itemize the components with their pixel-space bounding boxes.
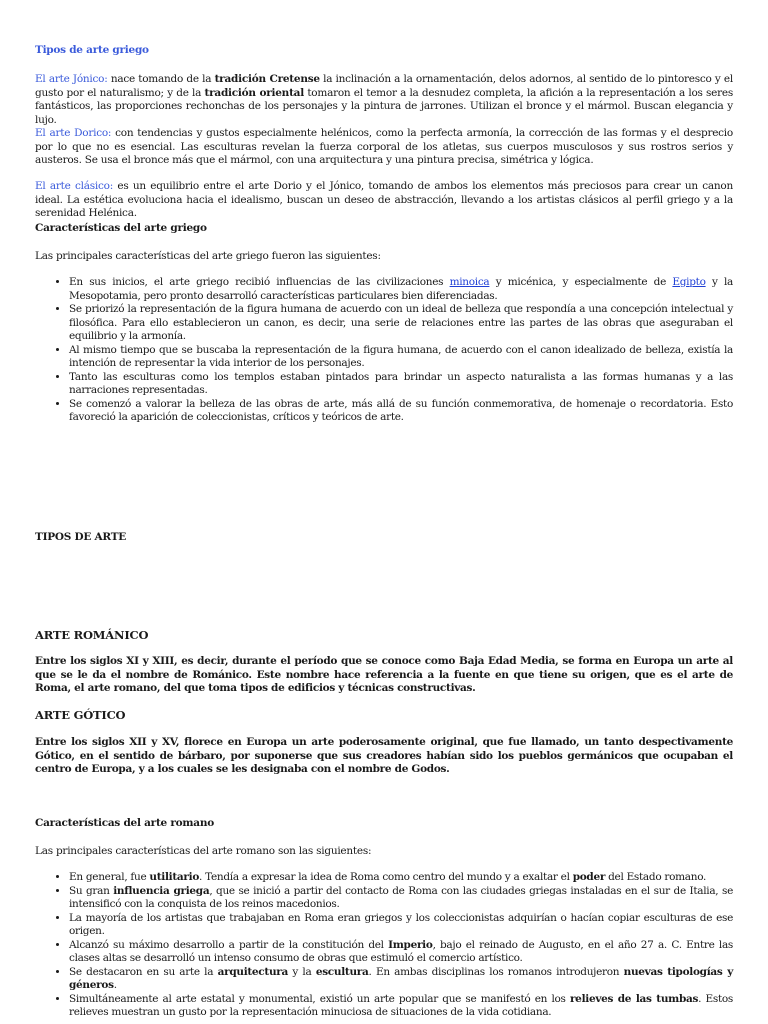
emphasis-escultura: escultura xyxy=(315,965,369,978)
intro-caracteristicas-romano: Las principales características del arte romano son las siguientes: xyxy=(35,845,372,857)
emphasis-poder: poder xyxy=(572,871,606,883)
emphasis-tradicion-oriental: tradición oriental xyxy=(204,86,304,99)
text: Se destacaron en su arte la xyxy=(69,965,218,978)
text: En sus inicios, el arte griego recibió influencias de las civilizaciones xyxy=(69,276,450,288)
list-item xyxy=(69,871,733,885)
text: del Estado romano. xyxy=(605,871,707,883)
term-arte-clasico: El arte clásico: xyxy=(35,180,113,192)
text: y la Mesopotamia, pero pronto desarrolló características particulares bien diferenciadas. xyxy=(69,276,733,302)
text: Alcanzó su máximo desarrollo a partir de la constitución del xyxy=(69,938,389,951)
text: . Estos relieves muestran un gusto por la representación minuciosa de situaciones de la vida cotidiana. xyxy=(69,992,733,1018)
text: nace tomando de la xyxy=(107,73,215,85)
list-item xyxy=(69,966,733,993)
list-item: • Se priorizó la representación de la figura humana de acuerdo con un ideal de belleza que respondía a una concepción intelectual y filosófica. Para ello establecieron un canon, es decir, una serie de relaciones entre las partes de las obras que aseguraban el equilibrio y la armonía. xyxy=(69,303,733,344)
list-caracteristicas-romano xyxy=(35,871,733,1020)
text: Su gran xyxy=(69,884,114,897)
text: la inclinación a la ornamentación, delos adornos, al sentido de lo pintoresco y el gusto por el naturalismo; y de la xyxy=(35,73,733,99)
text: es un equilibrio entre el arte Dorio y el Jónico, tomando de ambos los elementos más preciosos para crear un canon ideal. La estética evoluciona hacia el idealismo, buscan un deseo de abstracción, llevando a los artistas clásicos al perfil griego y a la serenidad Helénica. xyxy=(35,180,733,219)
emphasis-imperio: Imperio xyxy=(388,938,433,951)
term-arte-dorico: El arte Dorico: xyxy=(35,127,112,139)
heading-arte-gotico: ARTE GÓTICO xyxy=(35,708,126,722)
paragraph-arte-romanico: Entre los siglos XI y XIII, es decir, durante el período que se conoce como Baja Edad Media, se forma en Europa un arte al que se le da el nombre de Románico. Este nombre hace referencia a la fuente en que tiene su origen, que es el arte de Roma, el arte romano, del que toma tipos de edificios y técnicas constructivas. xyxy=(35,655,733,694)
emphasis-nuevas-tipologias: nuevas tipologías y géneros xyxy=(69,965,733,991)
list-item: • Se comenzó a valorar la belleza de las obras de arte, más allá de su función conmemorativa, de homenaje o recordatoria. Esto favoreció la aparición de coleccionistas, críticos y teóricos de arte. xyxy=(69,398,733,425)
heading-arte-romanico: ARTE ROMÁNICO xyxy=(35,628,149,642)
text: En general, fue xyxy=(69,871,150,883)
text: Simultáneamente al arte estatal y monumental, existió un arte popular que se manifestó en los xyxy=(69,992,570,1005)
section-title-tipos-arte-griego: Tipos de arte griego xyxy=(35,44,149,56)
text: con tendencias y gustos especialmente helénicos, como la perfecta armonía, la corrección de las formas y el desprecio por lo que no es esencial. Las esculturas revelan la fuerza corporal de los atletas, sus cuerpos musculosos y sus rostros serios y austeros. Se usa el bronce más que el mármol, con una arquitectura y una pintura precisa, simétrica y lógica. xyxy=(35,127,733,166)
intro-caracteristicas-griego: Las principales características del arte griego fueron las siguientes: xyxy=(35,250,381,262)
list-item: • Al mismo tiempo que se buscaba la representación de la figura humana, de acuerdo con el canon idealizado de belleza, existía la intención de representar la vida interior de los personajes. xyxy=(69,344,733,371)
link-minoica[interactable]: minoica xyxy=(449,276,490,288)
emphasis-influencia-griega: influencia griega xyxy=(113,884,210,897)
list-item: • La mayoría de los artistas que trabajaban en Roma eran griegos y los coleccionistas adquirían o hacían copiar esculturas de ese origen. xyxy=(69,912,733,939)
emphasis-arquitectura: arquitectura xyxy=(217,965,289,978)
list-caracteristicas-griego xyxy=(35,276,733,425)
term-arte-jonico: El arte Jónico: xyxy=(35,73,108,85)
text: . xyxy=(113,979,117,991)
paragraph-arte-dorico xyxy=(35,127,733,168)
text: tomaron el temor a la desnudez completa, la afición a la representación a los seres fantásticos, las proporciones rechonchas de los personajes y la pintura de jarrones. Utilizan el bronce y el mármol. Buscan elegancia y lujo. xyxy=(35,86,733,126)
text: . En ambas disciplinas los romanos introdujeron xyxy=(368,965,624,978)
list-item xyxy=(69,885,733,912)
emphasis-utilitario: utilitario xyxy=(149,871,200,883)
list-item xyxy=(69,276,733,303)
heading-caracteristicas-arte-romano: Características del arte romano xyxy=(35,817,214,829)
emphasis-tradicion-cretense: tradición Cretense xyxy=(214,73,320,85)
paragraph-arte-gotico: Entre los siglos XII y XV, florece en Europa un arte poderosamente original, que fue llamado, un tanto despectivamente Gótico, en el sentido de bárbaro, por suponerse que sus creadores habían sido los pueblos germánicos que ocupaban el centro de Europa, y a los cuales se les designaba con el nombre de Godos. xyxy=(35,736,733,775)
heading-caracteristicas-arte-griego: Características del arte griego xyxy=(35,222,207,234)
text: , que se inició a partir del contacto de Roma con las ciudades griegas instaladas en el sur de Italia, se intensificó con la conquista de los reinos macedonios. xyxy=(69,884,733,910)
text: y micénica, y especialmente de xyxy=(489,276,673,288)
text: . Tendía a expresar la idea de Roma como centro del mundo y a exaltar el xyxy=(199,871,573,883)
paragraph-arte-jonico xyxy=(35,73,733,127)
text: , bajo el reinado de Augusto, en el año 27 a. C. Entre las clases altas se desarrolló un intenso consumo de obras que estimuló el comercio artístico. xyxy=(69,938,733,964)
paragraph-arte-clasico xyxy=(35,180,733,221)
emphasis-relieves-tumbas: relieves de las tumbas xyxy=(569,992,699,1005)
text: y la xyxy=(288,965,316,978)
list-item xyxy=(69,939,733,966)
list-item xyxy=(69,993,733,1020)
list-item: • Tanto las esculturas como los templos estaban pintados para brindar un aspecto naturalista a las formas humanas y a las narraciones representadas. xyxy=(69,371,733,398)
link-egipto[interactable]: Egipto xyxy=(672,276,706,288)
heading-tipos-de-arte: TIPOS DE ARTE xyxy=(35,531,127,543)
